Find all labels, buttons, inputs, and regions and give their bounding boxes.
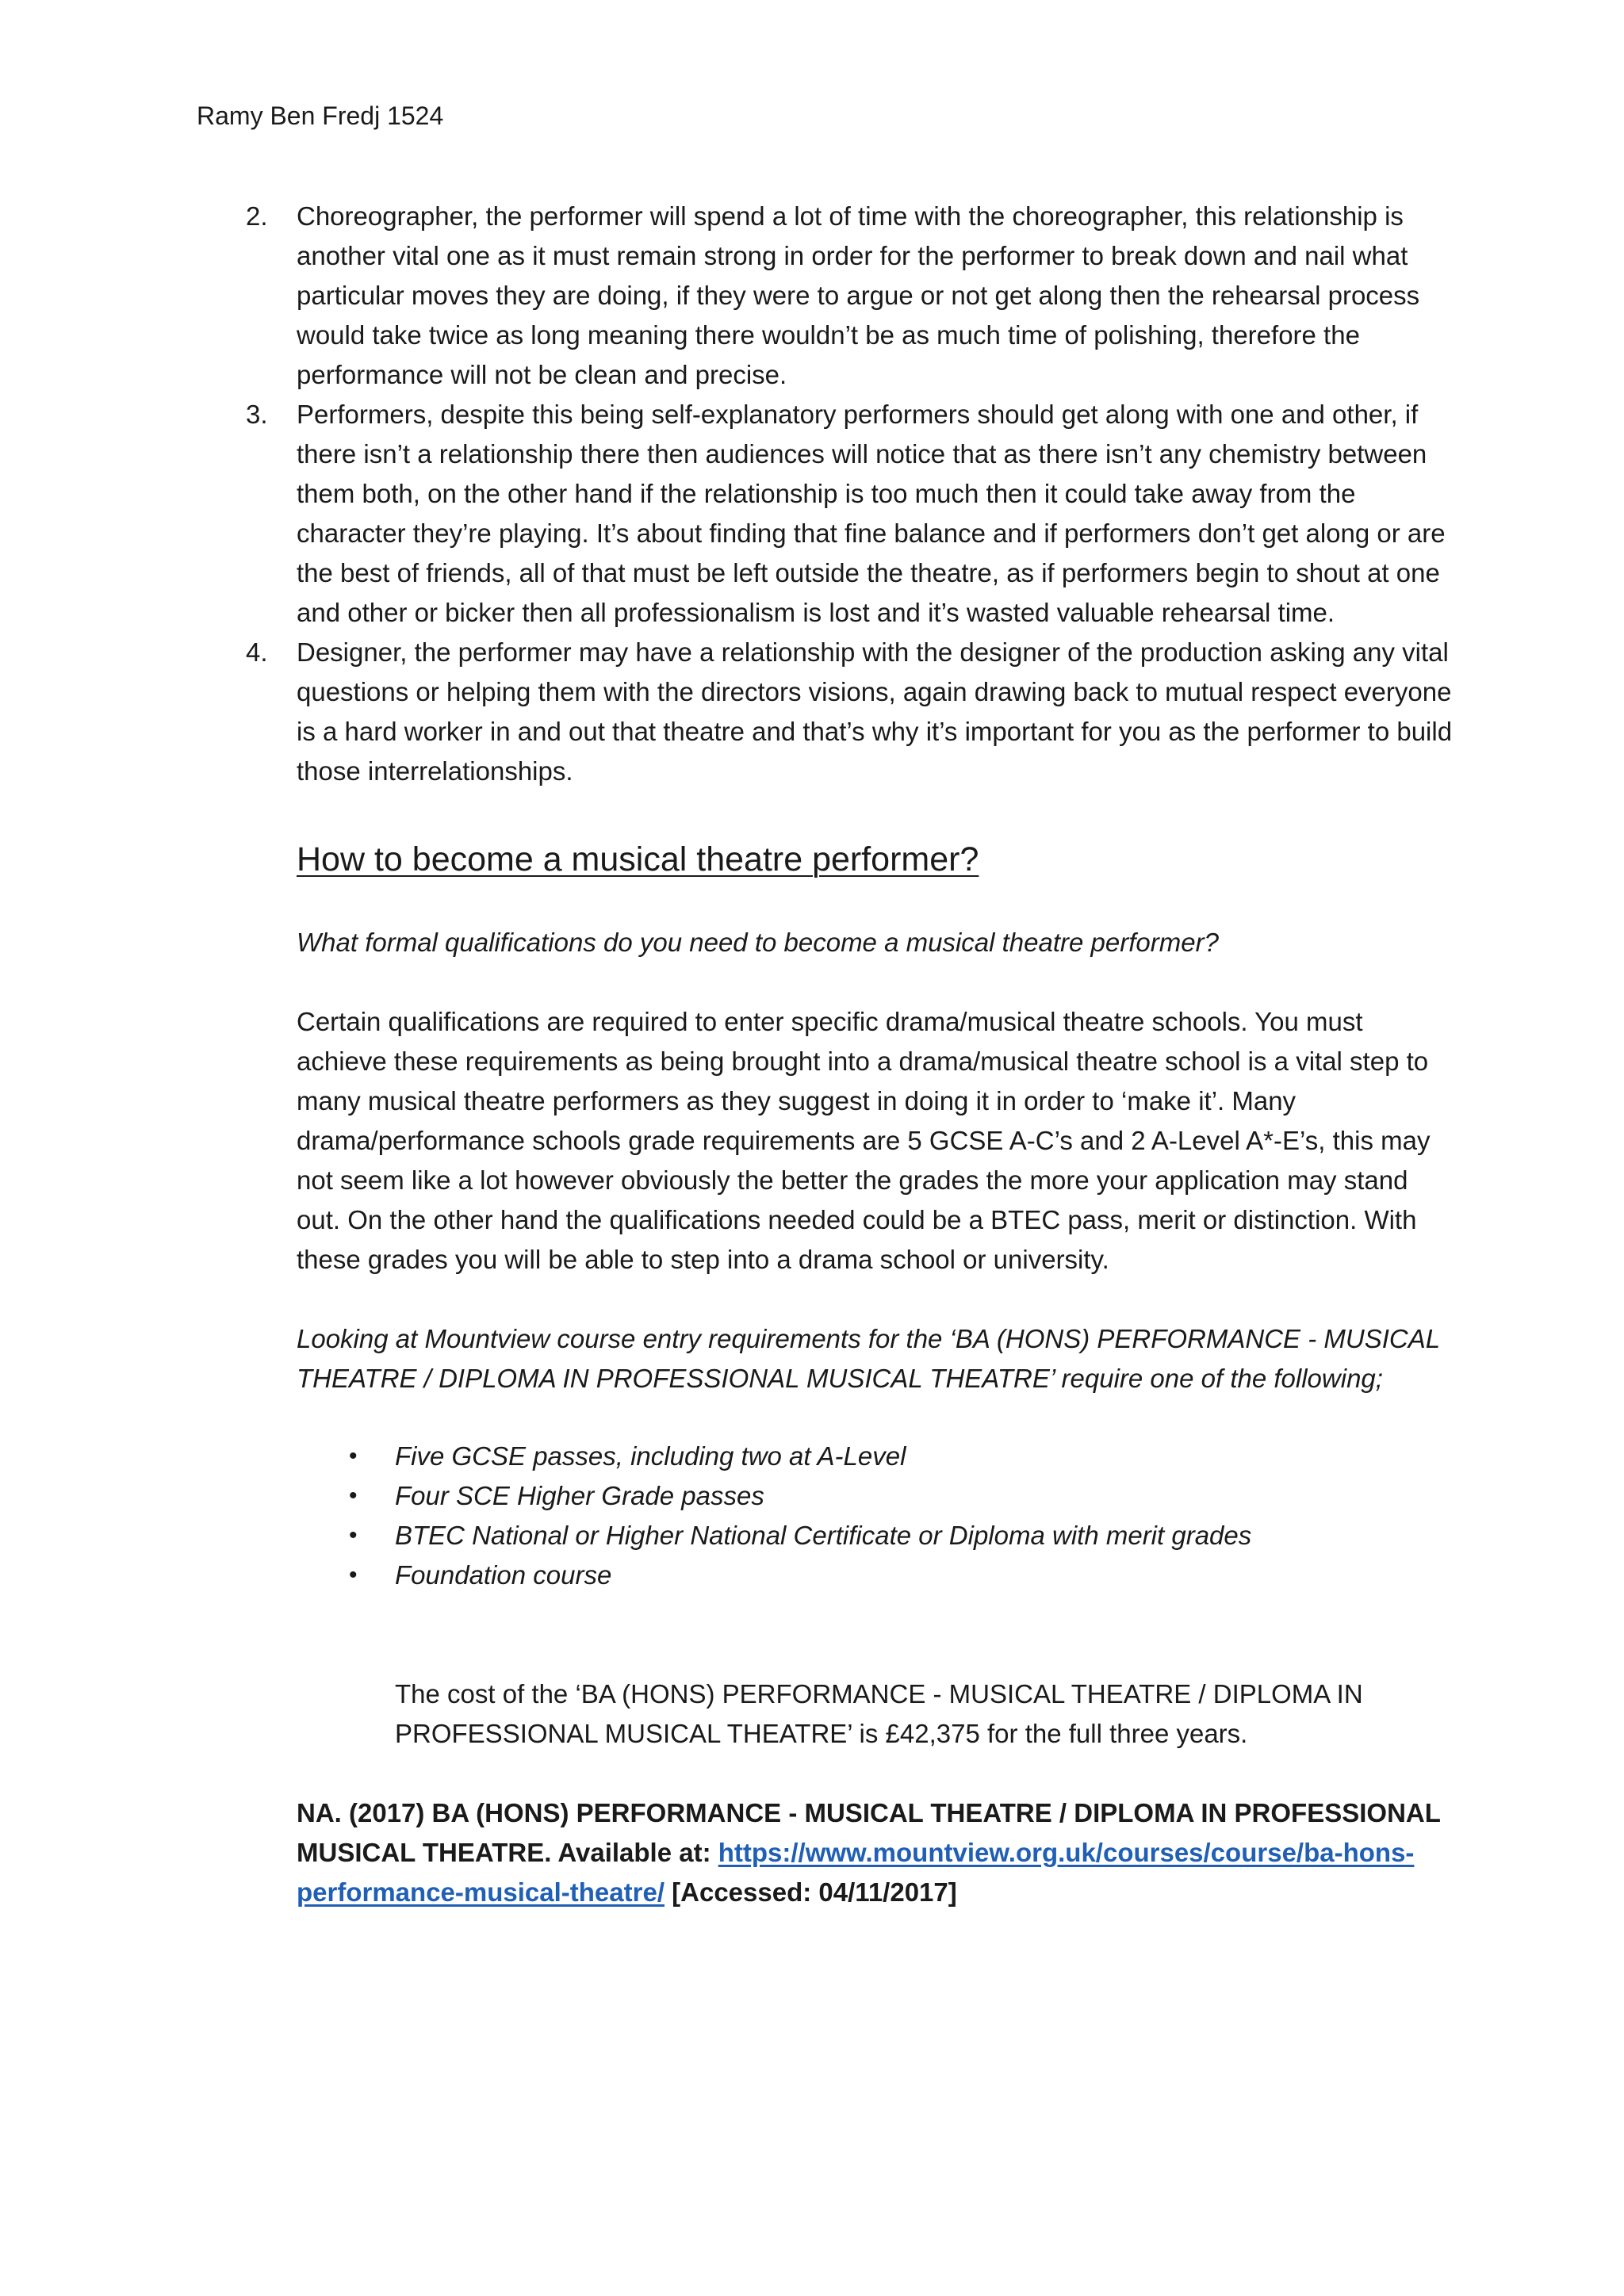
reference-link[interactable]: https://www.mountview.org.uk/courses/course/ba-hons-performance-musical-theatre/ [297,1838,1415,1907]
bullet-icon: • [349,1522,358,1548]
reference-citation [297,1793,1454,1912]
list-item-number: 3. [246,400,268,429]
requirement-item [349,1476,1454,1516]
list-item [246,395,1454,633]
section-heading: How to become a musical theatre performer? [297,840,979,878]
requirements-list [297,1437,1454,1595]
list-item-text: Choreographer, the performer will spend a lot of time with the choreographer, this relationship is another vital one as it must remain strong in order for the performer to break down and nail what particular moves they are doing, if they were to argue or not get along then the rehearsal process would take twice as long meaning there wouldn’t be as much time of polishing, therefore the performance will not be clean and precise. [297,201,1420,389]
requirement-item [349,1516,1454,1556]
bullet-icon: • [349,1483,358,1509]
list-item [246,633,1454,791]
qualifications-paragraph: Certain qualifications are required to enter specific drama/musical theatre schools. You must achieve these requirements as being brought into a drama/musical theatre school is a vital step to many musical theatre performers as they suggest in doing it in order to ‘make it’. Many drama/performance schools grade requirements are 5 GCSE A-C’s and 2 A-Level A*-E’s, this may not seem like a lot however obviously the better the grades the more your application may stand out. On the other hand the qualifications needed could be a BTEC pass, merit or distinction. With these grades you will be able to step into a drama school or university. [297,1007,1431,1274]
reference-accessed: [Accessed: 04/11/2017] [664,1877,957,1907]
page-header-author: Ramy Ben Fredj 1524 [197,101,444,130]
list-item-text: Performers, despite this being self-explanatory performers should get along with one and other, if there isn’t a relationship there then audiences will notice that as there isn’t any chemistry between them both, on the other hand if the relationship is too much then it could take away from the character they’re playing. It’s about finding that fine balance and if performers don’t get along or are the best of friends, all of that must be left outside the theatre, as if performers begin to shout at one and other or bicker then all professionalism is lost and it’s wasted valuable rehearsal time. [297,400,1446,627]
section-question: What formal qualifications do you need to become a musical theatre performer? [297,928,1219,957]
requirement-item [349,1556,1454,1595]
list-item-number: 4. [246,637,268,667]
requirement-item [349,1437,1454,1476]
requirement-text: Five GCSE passes, including two at A-Level [395,1441,906,1471]
list-item [246,197,1454,395]
bullet-icon: • [349,1562,358,1588]
document-body [246,197,1454,1912]
list-item-number: 2. [246,201,268,231]
requirement-text: BTEC National or Higher National Certificate or Diploma with merit grades [395,1521,1252,1550]
numbered-list [246,197,1454,791]
requirement-text: Four SCE Higher Grade passes [395,1481,764,1510]
requirements-intro: Looking at Mountview course entry requirements for the ‘BA (HONS) PERFORMANCE - MUSICAL THEATRE / DIPLOMA IN PROFESSIONAL MUSICAL THEATRE’ require one of the following; [297,1324,1440,1393]
reference-prefix: NA. (2017) BA (HONS) PERFORMANCE - MUSICAL THEATRE / DIPLOMA IN PROFESSIONAL MUSICAL THEATRE. Available at: [297,1798,1441,1867]
requirement-text: Foundation course [395,1560,612,1590]
course-cost-text: The cost of the ‘BA (HONS) PERFORMANCE - MUSICAL THEATRE / DIPLOMA IN PROFESSIONAL MUSICAL THEATRE’ is £42,375 for the full three years. [395,1679,1363,1748]
bullet-icon: • [349,1443,358,1469]
list-item-text: Designer, the performer may have a relationship with the designer of the production asking any vital questions or helping them with the directors visions, again drawing back to mutual respect everyone is a hard worker in and out that theatre and that’s why it’s important for you as the performer to build those interrelationships. [297,637,1453,786]
